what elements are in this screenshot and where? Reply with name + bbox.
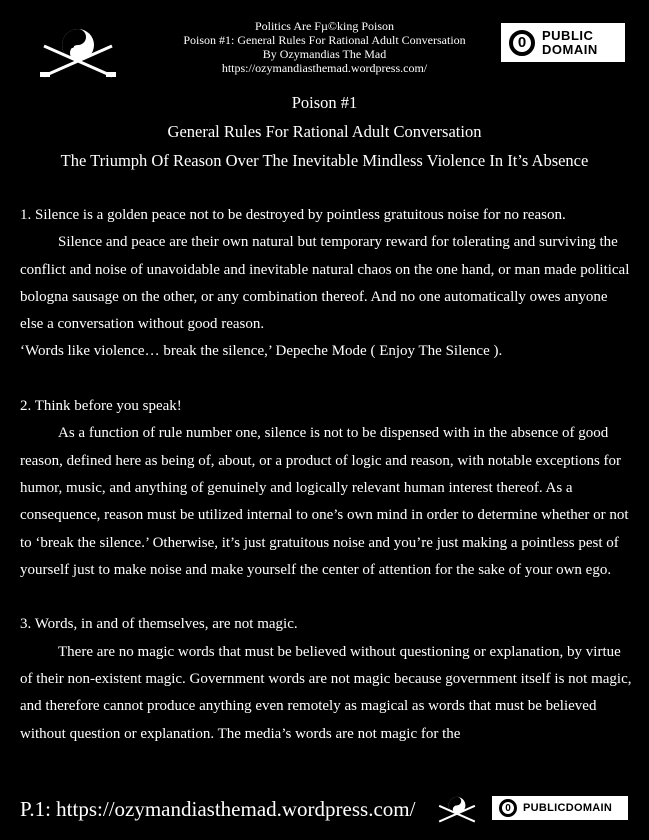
footer-page-label[interactable]: P.1: https://ozymandiasthemad.wordpress.com/ — [20, 797, 416, 821]
paragraph-gap — [20, 584, 632, 611]
poison-number-title: Poison #1 — [291, 93, 358, 112]
public-domain-zero-icon: 0 — [509, 30, 535, 56]
footer-public-domain-badge — [492, 796, 628, 820]
yin-yang-skull-crossed-swords-icon — [38, 26, 118, 78]
header-url[interactable]: https://ozymandiasthemad.wordpress.com/ — [221, 61, 428, 75]
public-domain-label-line2: DOMAIN — [542, 41, 598, 57]
public-domain-badge — [499, 21, 627, 64]
public-domain-label-line1: PUBLIC — [542, 27, 594, 43]
yin-yang-skull-crossed-swords-icon — [436, 795, 478, 823]
rule-1-quote: ‘Words like violence… break the silence,’ Depeche Mode ( Enjoy The Silence ). — [20, 343, 503, 360]
header-author: By Ozymandias The Mad — [262, 47, 387, 61]
rule-3-heading: 3. Words, in and of themselves, are not magic. — [20, 616, 298, 633]
header-info — [150, 19, 499, 75]
rule-2-heading: 2. Think before you speak! — [20, 398, 182, 415]
page-header — [0, 0, 649, 80]
subtitle: The Triumph Of Reason Over The Inevitable Mindless Violence In It’s Absence — [60, 151, 589, 170]
public-domain-label — [542, 29, 598, 57]
rule-1-heading: 1. Silence is a golden peace not to be destroyed by pointless gratuitous noise for no reason. — [20, 207, 566, 223]
document-titles — [0, 88, 649, 175]
document-body — [20, 202, 632, 748]
rule-2-body: As a function of rule number one, silence is not to be dispensed with in the absence of good reason, defined here as being of, about, or a product of logic and reason, with notable exceptions for humor, music, and anything of genuinely and logically relevant human interest thereof. As a consequence, reason must be utilized internal to one’s own mind in order to determine whether or not to ‘break the silence.’ Otherwise, it’s just gratuitous noise and you’re just making a pointless pest of yourself just to make noise and make yourself the center of attention for the sake of your own ego. — [20, 425, 629, 578]
main-title: General Rules For Rational Adult Conversation — [167, 122, 482, 141]
rule-3-body: There are no magic words that must be believed without questioning or explanation, by virtue of their non-existent magic. Government words are not magic because government itself is not magic, and therefore cannot produce anything even remotely as magical as words that must be believed without question or explanation. The media’s words are not magic for the — [20, 643, 632, 742]
rule-1-body: Silence and peace are their own natural but temporary reward for tolerating and surviving the conflict and noise of unavoidable and inevitable natural chaos on the one hand, or man made political bologna sausage on the other, or any combination thereof. And no one automatically owes anyone else a conversation without good reason. — [20, 234, 630, 333]
public-domain-zero-icon: 0 — [499, 799, 517, 817]
header-series-title: Politics Are Fµ©king Poison — [254, 19, 395, 33]
paragraph-gap — [20, 366, 632, 393]
header-document-title: Poison #1: General Rules For Rational Adult Conversation — [183, 33, 466, 47]
footer-public-domain-label: PUBLICDOMAIN — [523, 802, 613, 814]
